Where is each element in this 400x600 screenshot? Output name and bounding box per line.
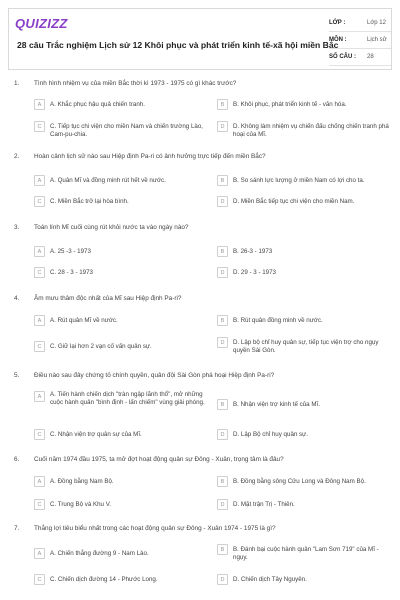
option-checkbox[interactable]: D [217, 499, 228, 510]
option-checkbox[interactable]: C [34, 196, 45, 207]
option-checkbox[interactable]: A [34, 246, 45, 257]
option-checkbox[interactable]: B [217, 315, 228, 326]
option-text: A. Chiến thắng đường 9 - Nam Lào. [50, 550, 149, 557]
option-text: B. Đồng bằng sông Cửu Long và Đông Nam Bộ. [233, 478, 366, 485]
option-text: C. Chiến dịch đường 14 - Phước Long. [50, 576, 158, 583]
question-6 [8, 453, 392, 515]
option-checkbox[interactable]: D [217, 574, 228, 585]
option-checkbox[interactable]: B [217, 99, 228, 110]
option-text: A. Đồng bằng Nam Bộ. [50, 478, 114, 485]
option-checkbox[interactable]: A [34, 548, 45, 559]
option-text: C. Nhận viện trợ quân sự của Mĩ. [50, 431, 142, 438]
option-text: B. Khôi phục, phát triển kinh tế - văn hóa. [233, 101, 347, 108]
option-text: D. Lập Bộ chỉ huy quân sự. [233, 431, 308, 438]
question-1 [8, 77, 392, 145]
meta-value: Lớp 12 [367, 20, 386, 26]
option-text: A. 25 -3 - 1973 [50, 248, 91, 255]
meta-value: Lịch sử [367, 37, 387, 43]
question-text: Hoàn cảnh lịch sử nào sau Hiệp định Pa-ri có ảnh hưởng trực tiếp đến miền Bắc? [34, 153, 266, 160]
question-header [8, 522, 392, 536]
option-checkbox[interactable]: B [217, 246, 228, 257]
worksheet-header [8, 8, 392, 70]
option-text: B. So sánh lực lượng ở miền Nam có lợi cho ta. [233, 177, 365, 184]
option-checkbox[interactable]: A [34, 99, 45, 110]
question-number: 1. [14, 80, 20, 87]
question-number: 3. [14, 224, 20, 231]
option-text: A. Tiến hành chiến dịch "tràn ngập lãnh thổ", mở những cuộc hành quân "bình định - lấn chiếm" vùng giải phóng. [50, 391, 205, 406]
meta-row-class [329, 15, 391, 32]
option-text: B. 26-3 - 1973 [233, 248, 273, 255]
option-text: A. Rút quân Mĩ về nước. [50, 317, 118, 324]
question-2 [8, 150, 392, 210]
question-text: Cuối năm 1974 đầu 1975, ta mở đợt hoạt động quân sự Đông - Xuân, trọng tâm là đâu? [34, 456, 284, 463]
option-checkbox[interactable]: C [34, 574, 45, 585]
question-text: Tình hình nhiệm vụ của miền Bắc thời kì 1973 - 1975 có gì khác trước? [34, 80, 237, 87]
option-text: D. Không làm nhiệm vụ chiến đấu chống chiến tranh phá hoại của Mĩ. [233, 123, 389, 138]
option-text: A. Quân Mĩ và đồng minh rút hết về nước. [50, 177, 166, 184]
question-header [8, 77, 392, 91]
option-text: C. Trung Bộ và Khu V. [50, 501, 111, 508]
question-7 [8, 522, 392, 596]
option-checkbox[interactable]: C [34, 267, 45, 278]
option-checkbox[interactable]: B [217, 544, 228, 555]
option-checkbox[interactable]: A [34, 175, 45, 186]
option-checkbox[interactable]: A [34, 315, 45, 326]
option-checkbox[interactable]: D [217, 196, 228, 207]
meta-row-subject [329, 32, 391, 49]
option-text: D. Miền Bắc tiếp tục chi viện cho miền Nam. [233, 198, 355, 205]
option-checkbox[interactable]: C [34, 341, 45, 352]
question-header [8, 369, 392, 383]
meta-label: SỐ CÂU : [329, 54, 356, 60]
meta-table [329, 15, 391, 66]
question-number: 5. [14, 372, 20, 379]
question-header [8, 221, 392, 235]
option-checkbox[interactable]: D [217, 267, 228, 278]
question-header [8, 292, 392, 306]
option-checkbox[interactable]: B [217, 476, 228, 487]
question-header [8, 453, 392, 467]
option-text: B. Rút quân đồng minh về nước. [233, 317, 323, 324]
option-checkbox[interactable]: D [217, 121, 228, 132]
option-checkbox[interactable]: C [34, 121, 45, 132]
meta-label: LỚP : [329, 20, 346, 26]
option-text: C. Miền Bắc trở lại hòa bình. [50, 198, 129, 205]
option-text: C. Giữ lại hơn 2 vạn cố vấn quân sự. [50, 343, 152, 350]
option-text: D. 29 - 3 - 1973 [233, 269, 276, 276]
quizizz-logo: QUIZIZZ [15, 16, 68, 31]
option-checkbox[interactable]: A [34, 391, 45, 402]
option-text: C. Tiếp tục chi viện cho miền Nam và chiến trường Lào, Cam-pu-chia. [50, 123, 203, 138]
question-header [8, 150, 392, 164]
option-text: C. 28 - 3 - 1973 [50, 269, 93, 276]
question-number: 4. [14, 295, 20, 302]
worksheet-title: 28 câu Trắc nghiệm Lịch sử 12 Khôi phục và phát triển kinh tế-xã hội miền Bắc [17, 40, 339, 50]
meta-value: 28 [367, 54, 374, 60]
question-number: 2. [14, 153, 20, 160]
option-text: B. Nhận viện trợ kinh tế của Mĩ. [233, 401, 320, 408]
option-text: D. Mặt trận Trị - Thiên. [233, 501, 295, 508]
option-checkbox[interactable]: D [217, 337, 228, 348]
meta-label: MÔN : [329, 37, 347, 43]
option-text: A. Khắc phục hậu quả chiến tranh. [50, 101, 145, 108]
question-3 [8, 221, 392, 281]
option-text: D. Chiến dịch Tây Nguyên. [233, 576, 307, 583]
option-text: B. Đánh bại cuộc hành quân "Lam Sơn 719" của Mĩ - ngụy. [233, 546, 379, 561]
option-checkbox[interactable]: A [34, 476, 45, 487]
question-text: Thắng lợi tiêu biểu nhất trong các hoạt động quân sự Đông - Xuân 1974 - 1975 là gì? [34, 525, 276, 532]
question-text: Toán lính Mĩ cuối cùng rút khỏi nước ta vào ngày nào? [34, 224, 189, 231]
option-checkbox[interactable]: C [34, 499, 45, 510]
option-checkbox[interactable]: D [217, 429, 228, 440]
question-number: 6. [14, 456, 20, 463]
option-checkbox[interactable]: B [217, 399, 228, 410]
question-number: 7. [14, 525, 20, 532]
question-4 [8, 292, 392, 360]
meta-row-count [329, 49, 391, 66]
option-text: D. Lập bộ chỉ huy quân sự, tiếp tục viện trợ cho ngụy quyền Sài Gòn. [233, 339, 379, 354]
question-text: Điều nào sau đây chứng tỏ chính quyền, quân đội Sài Gòn phá hoại Hiệp định Pa-ri? [34, 372, 275, 379]
question-5 [8, 369, 392, 447]
question-text: Âm mưu thâm độc nhất của Mĩ sau Hiệp định Pa-ri? [34, 295, 182, 302]
option-checkbox[interactable]: B [217, 175, 228, 186]
option-checkbox[interactable]: C [34, 429, 45, 440]
